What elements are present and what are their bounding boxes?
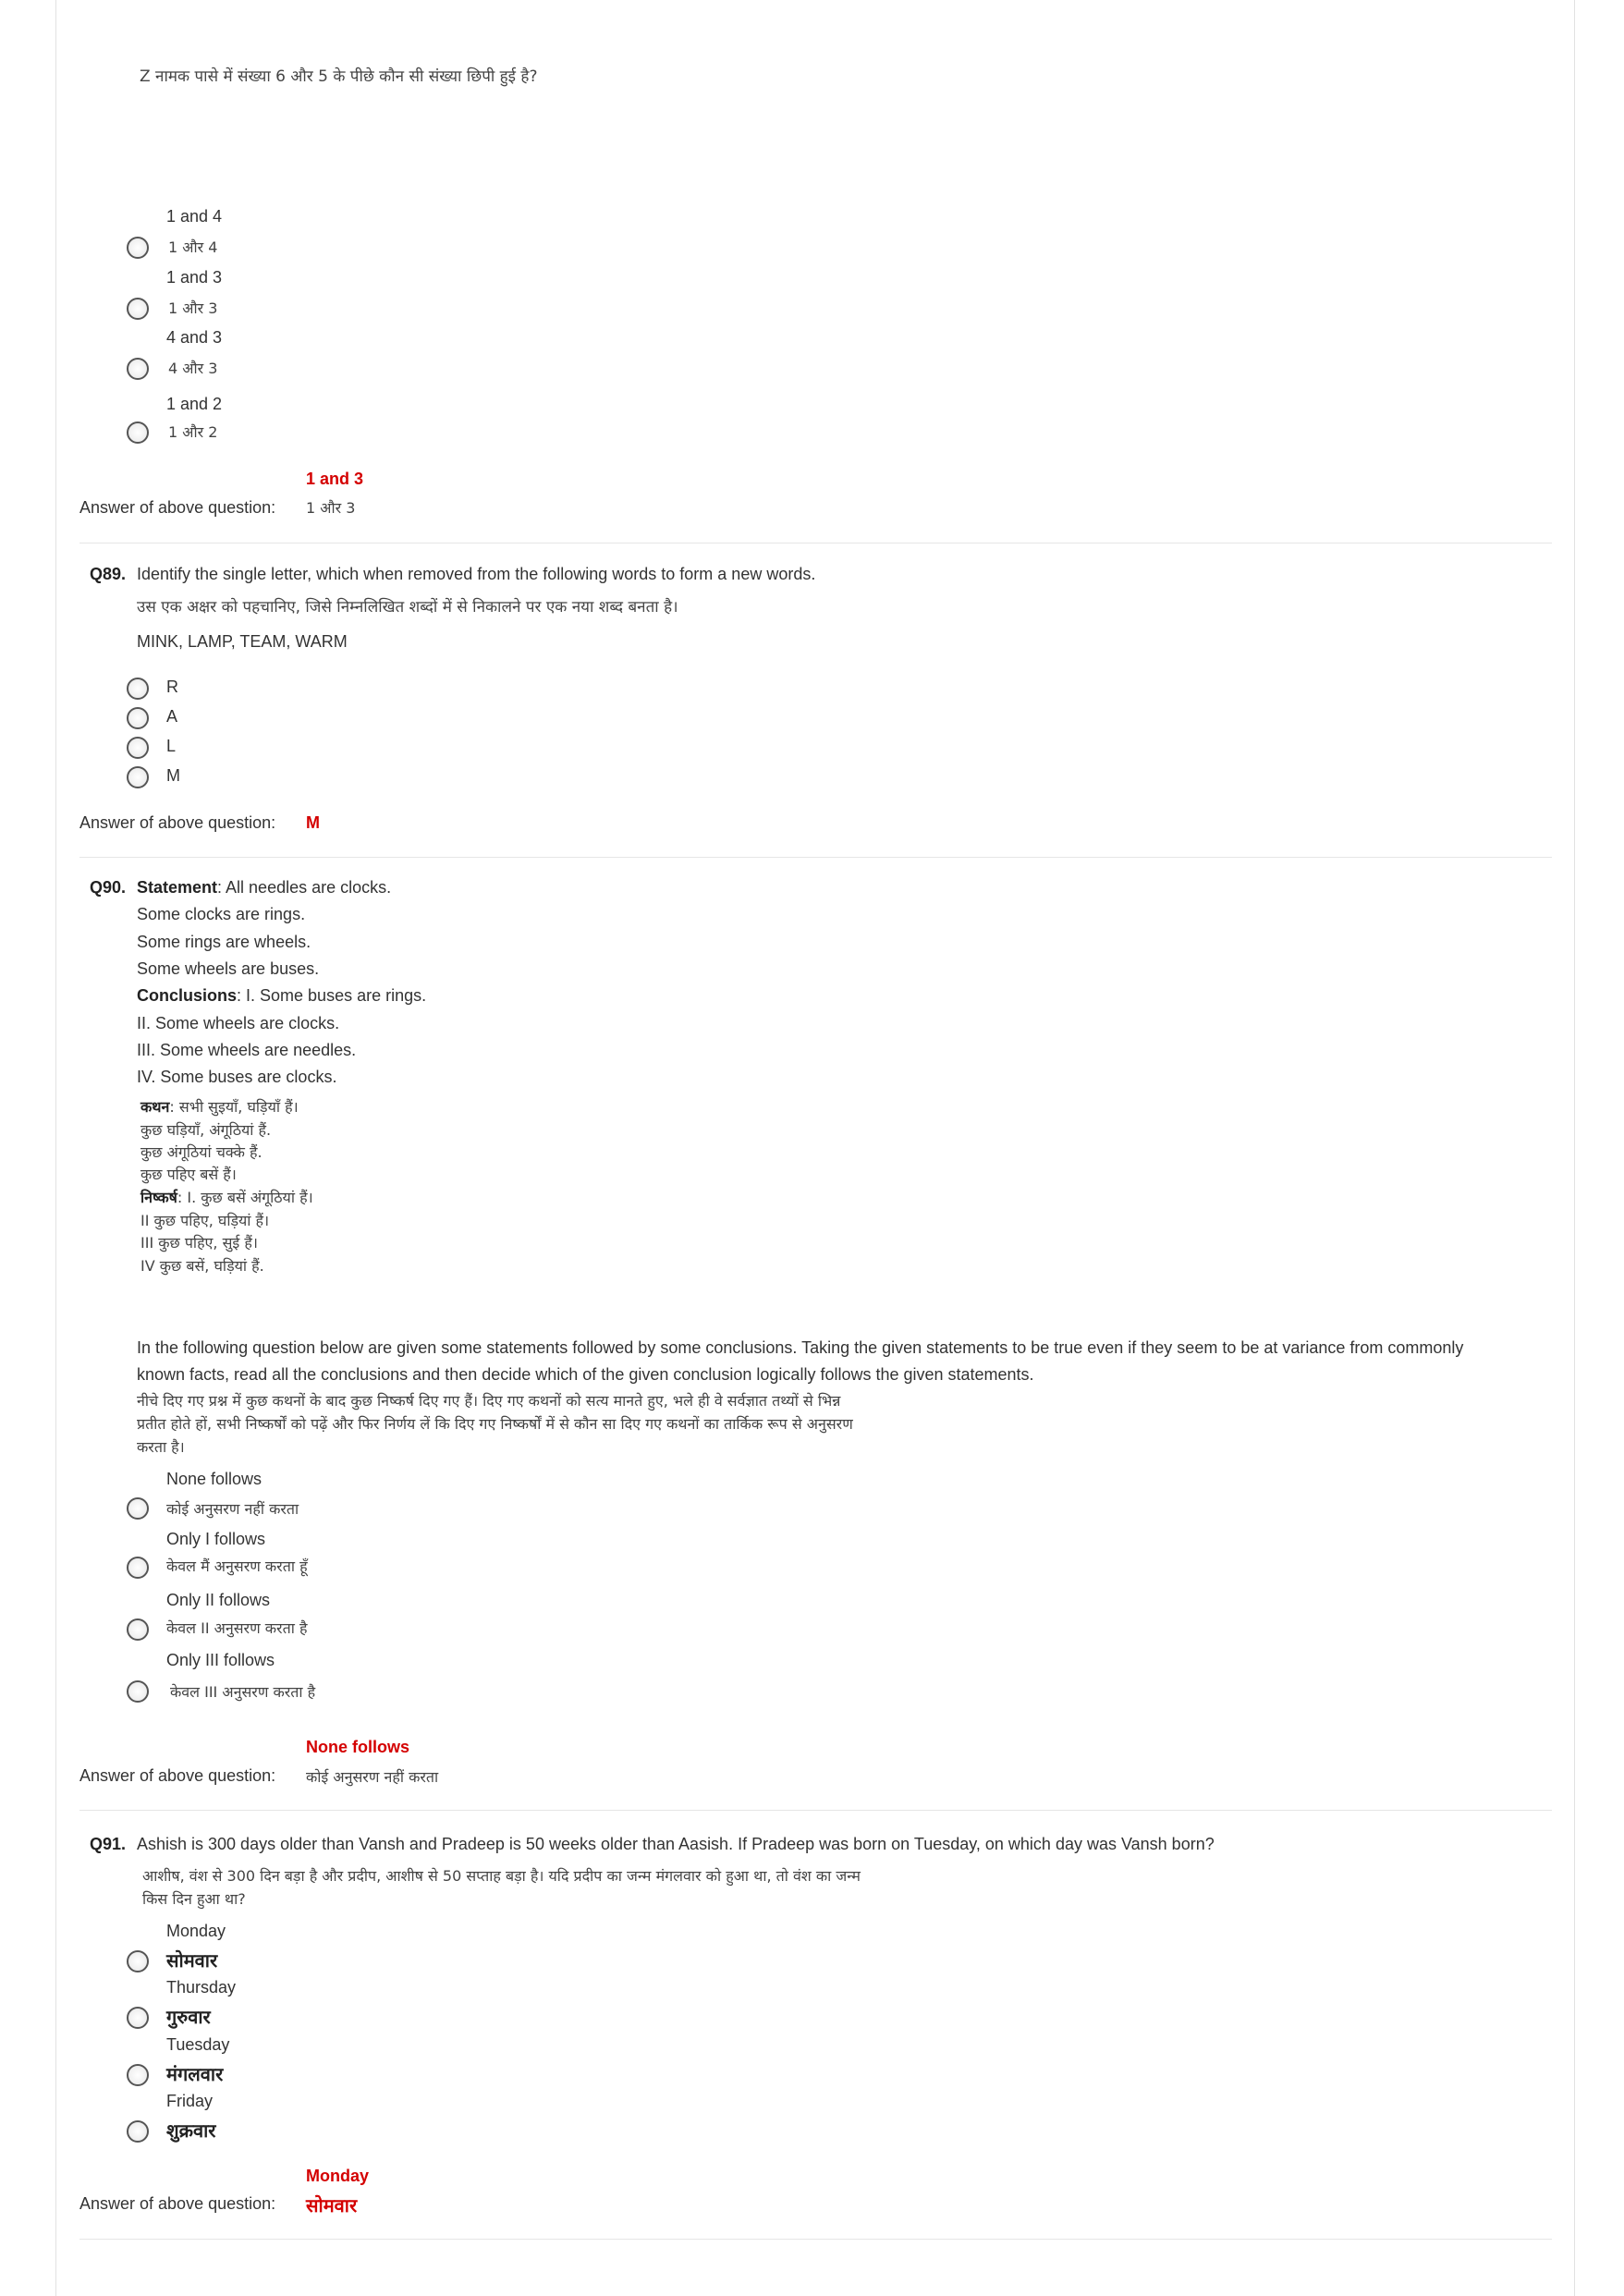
q90-statement-line: Some wheels are buses. — [137, 959, 320, 978]
q90-option-3-hi: केवल II अनुसरण करता है — [166, 1619, 308, 1637]
q91-question-hi: किस दिन हुआ था? — [142, 1890, 246, 1908]
page-frame — [55, 0, 1575, 2296]
q89-option-1: R — [166, 678, 178, 696]
q90-number: Q90. — [90, 878, 127, 897]
conclusion-first-line: : I. Some buses are rings. — [237, 986, 427, 1005]
hi-conclusion-label: निष्कर्ष — [140, 1189, 177, 1206]
hi-statement-first: : सभी सुइयाँ, घड़ियाँ हैं। — [169, 1098, 299, 1116]
hi-conclusion-first: : I. कुछ बसें अंगूठियां हैं। — [177, 1189, 313, 1206]
q90-answer-en: None follows — [306, 1738, 409, 1756]
q90-option-1-en: None follows — [166, 1470, 263, 1488]
q89-option-1-radio[interactable] — [127, 678, 149, 700]
q90-instruction-hi: प्रतीत होते हों, सभी निष्कर्षों को पढ़ें और फिर निर्णय लें कि दिए गए निष्कर्षों में से कौन सा दिए गए कथनों का तार्किक रूप से अनुसरण — [137, 1415, 853, 1433]
q88-option-4-en: 1 and 2 — [166, 395, 223, 413]
q90-conclusions — [137, 986, 426, 1006]
q90-hi-line: II कुछ पहिए, घड़ियां हैं। — [140, 1212, 270, 1229]
q88-option-1-en: 1 and 4 — [166, 207, 223, 226]
statement-label: Statement — [137, 878, 218, 897]
q91-answer-label: Answer of above question: — [79, 2194, 276, 2213]
q89-number: Q89. — [90, 565, 127, 583]
q89-answer: M — [306, 813, 320, 832]
q90-instruction-hi: नीचे दिए गए प्रश्न में कुछ कथनों के बाद कुछ निष्कर्ष दिए गए हैं। दिए गए कथनों को सत्य मानते हुए, भले ही वे सर्वज्ञात तथ्यों से भिन्न — [137, 1392, 841, 1410]
q90-hi-line: III कुछ पहिए, सुई हैं। — [140, 1234, 258, 1252]
q90-option-1-hi: कोई अनुसरण नहीं करता — [166, 1500, 299, 1518]
q90-answer-label: Answer of above question: — [79, 1766, 276, 1785]
q90-statement-line: Some clocks are rings. — [137, 905, 306, 923]
q88-answer-label: Answer of above question: — [79, 498, 276, 517]
q88-option-2-hi: 1 और 3 — [168, 299, 218, 317]
q91-option-3-radio[interactable] — [127, 2064, 149, 2086]
q88-option-1-hi: 1 और 4 — [168, 238, 218, 256]
q89-option-3-radio[interactable] — [127, 737, 149, 759]
q90-answer-hi: कोई अनुसरण नहीं करता — [306, 1768, 439, 1786]
q90-statement-line: Some rings are wheels. — [137, 933, 311, 951]
q91-option-2-hi: गुरुवार — [166, 2006, 211, 2028]
q91-answer-hi: सोमवार — [306, 2194, 358, 2217]
q89-option-2-radio[interactable] — [127, 707, 149, 729]
q90-statement — [137, 878, 391, 898]
q90-option-4-en: Only III follows — [166, 1651, 275, 1669]
q90-option-3-radio[interactable] — [127, 1618, 149, 1641]
conclusions-label: Conclusions — [137, 986, 238, 1005]
q90-hi-line: कुछ घड़ियाँ, अंगूठियां हैं. — [140, 1121, 272, 1139]
q89-option-4-radio[interactable] — [127, 766, 149, 788]
q88-option-4-radio[interactable] — [127, 421, 149, 444]
q88-option-2-en: 1 and 3 — [166, 268, 223, 287]
q90-option-4-hi: केवल III अनुसरण करता है — [170, 1683, 316, 1701]
q90-option-3-en: Only II follows — [166, 1591, 271, 1609]
q90-instruction-en: In the following question below are given some statements followed by some conclusions. Taking the given statements to be true even if they seem to be at variance from commonly known facts, read all the conclusions and then decide which of the given conclusion logically follows the given statements. — [137, 1338, 1464, 1384]
q88-option-3-radio[interactable] — [127, 358, 149, 380]
q90-hi-line: IV कुछ बसें, घड़ियां हैं. — [140, 1257, 264, 1275]
q89-question-en: Identify the single letter, which when removed from the following words to form a new words. — [137, 565, 816, 583]
q90-instruction-hi: करता है। — [137, 1438, 185, 1456]
q91-answer-en: Monday — [306, 2167, 370, 2185]
q90-option-2-hi: केवल मैं अनुसरण करता हूँ — [166, 1557, 308, 1575]
q91-option-3-en: Tuesday — [166, 2035, 230, 2054]
q88-option-1-radio[interactable] — [127, 237, 149, 259]
q88-option-2-radio[interactable] — [127, 298, 149, 320]
q89-answer-label: Answer of above question: — [79, 813, 276, 832]
q90-conclusion-line: III. Some wheels are needles. — [137, 1041, 357, 1059]
q89-option-4: M — [166, 766, 180, 785]
q91-option-1-radio[interactable] — [127, 1950, 149, 1972]
q90-conclusion-line: II. Some wheels are clocks. — [137, 1014, 340, 1032]
q91-option-3-hi: मंगलवार — [166, 2063, 224, 2085]
q90-hi-statement — [140, 1095, 299, 1118]
q89-words: MINK, LAMP, TEAM, WARM — [137, 632, 348, 651]
separator — [79, 2239, 1552, 2240]
hi-statement-label: कथन — [140, 1098, 170, 1116]
q91-question-en: Ashish is 300 days older than Vansh and Pradeep is 50 weeks older than Aasish. If Pradeep was born on Tuesday, on which day was Vansh born? — [137, 1835, 1215, 1853]
q90-hi-line: कुछ पहिए बसें हैं। — [140, 1166, 237, 1183]
q90-option-2-radio[interactable] — [127, 1557, 149, 1579]
q88-answer-en: 1 and 3 — [306, 470, 364, 488]
q90-hi-line: कुछ अंगूठियां चक्के हैं. — [140, 1143, 263, 1161]
q88-option-3-hi: 4 और 3 — [168, 360, 218, 377]
statement-first-line: : All needles are clocks. — [217, 878, 392, 897]
q88-option-3-en: 4 and 3 — [166, 328, 223, 347]
q91-option-4-hi: शुक्रवार — [166, 2119, 216, 2142]
q91-option-2-en: Thursday — [166, 1978, 237, 1997]
q88-answer-hi: 1 और 3 — [306, 499, 356, 517]
q89-question-hi: उस एक अक्षर को पहचानिए, जिसे निम्नलिखित शब्दों में से निकालने पर एक नया शब्द बनता है। — [137, 598, 678, 617]
q88-option-4-hi: 1 और 2 — [168, 423, 218, 441]
q91-number: Q91. — [90, 1835, 127, 1853]
q89-option-2: A — [166, 707, 178, 726]
q91-option-1-hi: सोमवार — [166, 1949, 218, 1972]
q90-hi-conclusion — [140, 1186, 313, 1209]
separator — [79, 1810, 1552, 1811]
q91-option-2-radio[interactable] — [127, 2007, 149, 2029]
q89-option-3: L — [166, 737, 177, 755]
q91-option-4-radio[interactable] — [127, 2120, 149, 2143]
q91-option-4-en: Friday — [166, 2092, 214, 2110]
q88-question-hi: Z नामक पासे में संख्या 6 और 5 के पीछे कौन सी संख्या छिपी हुई है? — [140, 67, 538, 86]
separator — [79, 857, 1552, 858]
q90-conclusion-line: IV. Some buses are clocks. — [137, 1068, 337, 1086]
q90-option-2-en: Only I follows — [166, 1530, 266, 1548]
q90-option-1-radio[interactable] — [127, 1497, 149, 1520]
q91-option-1-en: Monday — [166, 1922, 226, 1940]
q91-question-hi: आशीष, वंश से 300 दिन बड़ा है और प्रदीप, आशीष से 50 सप्ताह बड़ा है। यदि प्रदीप का जन्म मंगलवार को हुआ था, तो वंश का जन्म — [142, 1867, 861, 1885]
q90-option-4-radio[interactable] — [127, 1680, 149, 1703]
